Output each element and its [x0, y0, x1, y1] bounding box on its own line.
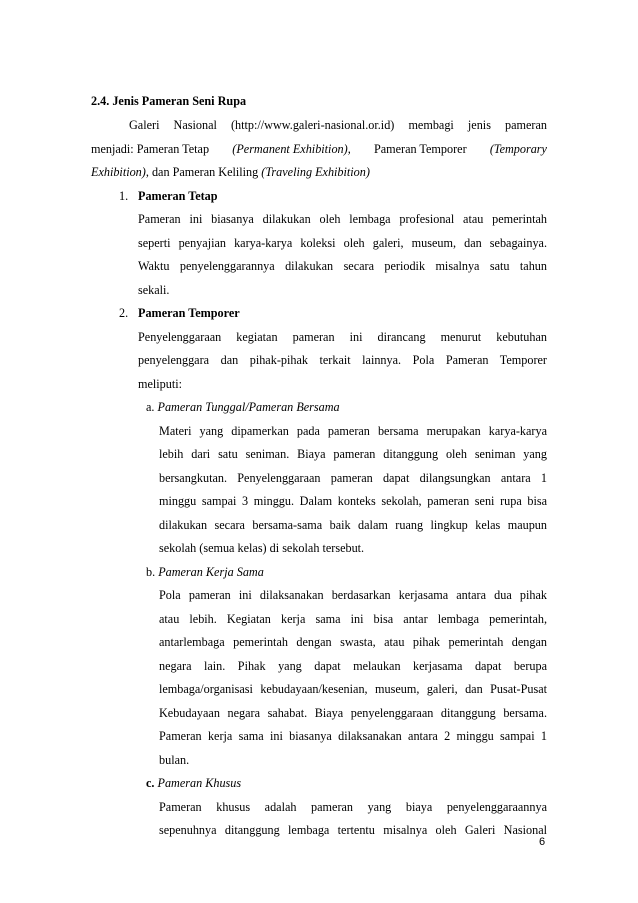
- paragraph-line: meliputi:: [138, 377, 183, 391]
- paragraph-line: bersangkutan. Penyelenggaraan pameran dapat dilangsungkan antara 1: [159, 471, 547, 485]
- intro-term: Exhibition): [91, 165, 146, 179]
- paragraph-line: sekali.: [138, 283, 170, 297]
- paragraph-line: lebih dari satu seniman. Biaya pameran ditanggung oleh seniman yang: [159, 447, 547, 461]
- intro-line-3: [91, 165, 370, 180]
- list-item-title: Pameran Temporer: [138, 306, 240, 320]
- sub-item-label: Pameran Tunggal/Pameran Bersama: [157, 400, 340, 414]
- paragraph-line: negara lain. Pihak yang dapat melaukan kerjasama dapat berupa: [159, 659, 547, 673]
- list-item-title: Pameran Tetap: [138, 189, 218, 203]
- paragraph-line: Materi yang dipamerkan pada pameran bersama merupakan karya-karya: [159, 424, 547, 438]
- paragraph-line: Kebudayaan negara sahabat. Biaya penyelenggaraan ditanggung bersama.: [159, 706, 547, 720]
- intro-line-2: [91, 142, 547, 157]
- sub-item-title: [146, 400, 340, 415]
- paragraph-line: penyelenggara dan pihak-pihak terkait lainnya. Pola Pameran Temporer: [138, 353, 547, 367]
- paragraph-line: Pameran ini biasanya dilakukan oleh lembaga profesional atau pemerintah: [138, 212, 547, 226]
- sub-item-label: Pameran Khusus: [157, 776, 242, 790]
- intro-term: (Traveling Exhibition): [261, 165, 370, 179]
- intro-line-1: Galeri Nasional (http://www.galeri-nasional.or.id) membagi jenis pameran: [129, 118, 547, 132]
- sub-item-label: Pameran Kerja Sama: [158, 565, 264, 579]
- paragraph-line: Waktu penyelenggarannya dilakukan secara periodik misalnya satu tahun: [138, 259, 547, 273]
- sub-item-letter: c.: [146, 776, 158, 790]
- paragraph-line: lembaga/organisasi kebudayaan/kesenian, museum, galeri, dan Pusat-Pusat: [159, 682, 547, 696]
- intro-text: , dan Pameran Keliling: [145, 165, 262, 179]
- paragraph-line: Pameran khusus adalah pameran yang biaya penyelenggaraannya: [159, 800, 547, 814]
- paragraph-line: seperti penyajian karya-karya koleksi oleh galeri, museum, dan sebagainya.: [138, 236, 547, 250]
- sub-item-letter: a.: [146, 400, 158, 414]
- intro-text: Pameran Temporer: [373, 142, 467, 156]
- paragraph-line: antarlembaga pemerintah dengan swasta, atau pihak pemerintah dengan: [159, 635, 547, 649]
- paragraph-line: dilakukan secara bersama-sama baik dalam ruang lingkup kelas maupun: [159, 518, 547, 532]
- paragraph-line: minggu sampai 3 minggu. Dalam konteks sekolah, pameran seni rupa bisa: [159, 494, 547, 508]
- sub-item-title: [146, 776, 241, 791]
- intro-term: (Temporary: [489, 142, 547, 156]
- sub-item-letter: b.: [146, 565, 159, 579]
- paragraph-line: bulan.: [159, 753, 190, 767]
- intro-text: menjadi: Pameran Tetap: [91, 142, 210, 156]
- sub-item-title: [146, 565, 264, 580]
- paragraph-line: atau lebih. Kegiatan kerja sama ini bisa antar lembaga pemerintah,: [159, 612, 547, 626]
- page-number: 6: [539, 836, 546, 848]
- paragraph-line: Pola pameran ini dilaksanakan berdasarkan kerjasama antara dua pihak: [159, 588, 547, 602]
- intro-term: (Permanent Exhibition),: [232, 142, 351, 156]
- paragraph-line: Penyelenggaraan kegiatan pameran ini dirancang menurut kebutuhan: [138, 330, 547, 344]
- paragraph-line: sepenuhnya ditanggung lembaga tertentu misalnya oleh Galeri Nasional: [159, 823, 547, 837]
- paragraph-line: Pameran kerja sama ini biasanya dilaksanakan antara 2 minggu sampai 1: [159, 729, 547, 743]
- section-heading: 2.4. Jenis Pameran Seni Rupa: [91, 94, 247, 108]
- paragraph-line: sekolah (semua kelas) di sekolah tersebut.: [159, 541, 365, 555]
- list-number: 2.: [119, 306, 129, 320]
- list-number: 1.: [119, 189, 129, 203]
